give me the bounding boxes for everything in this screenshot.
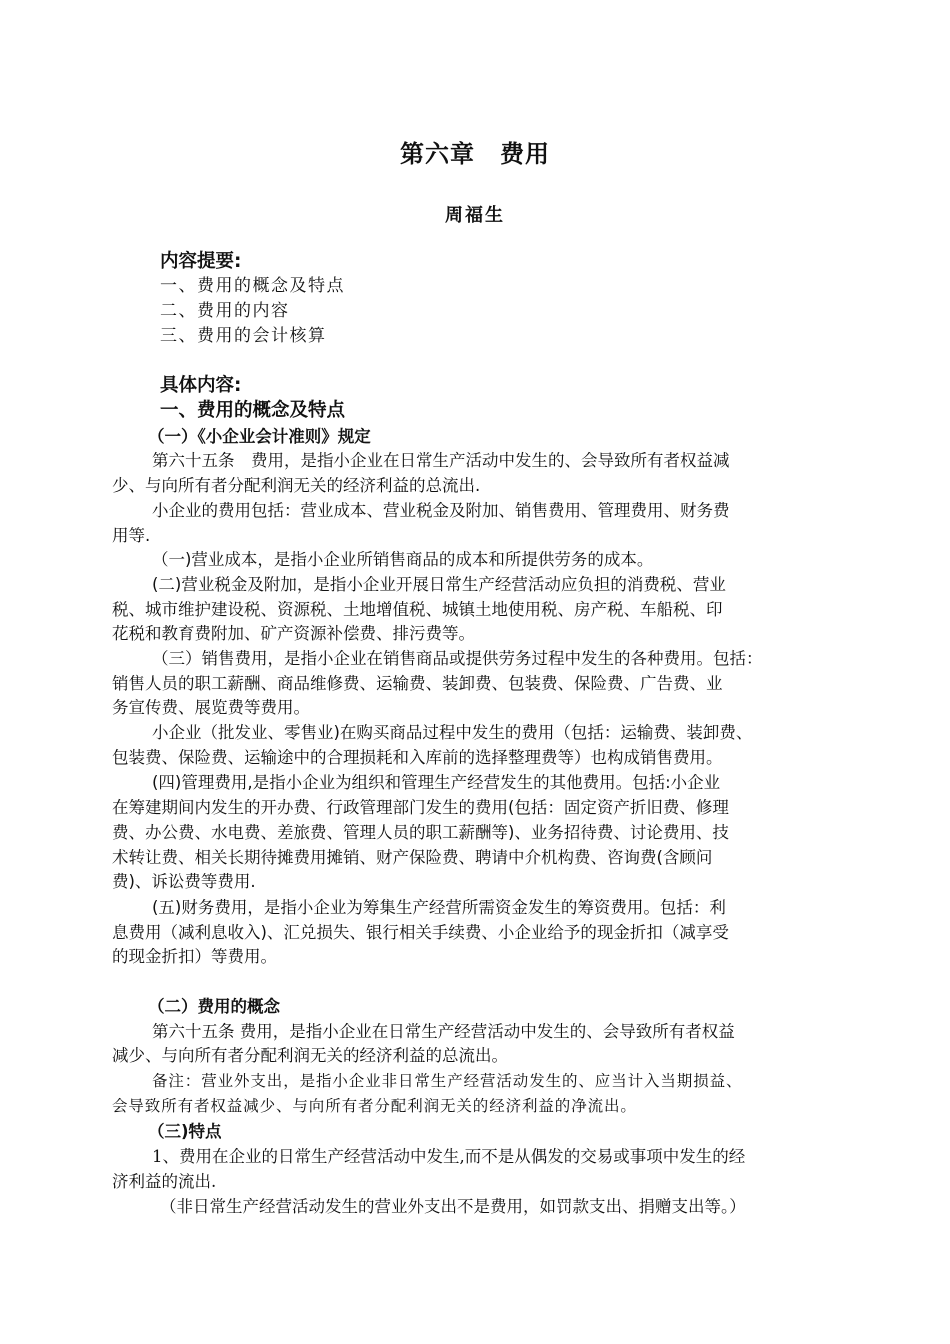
paragraph-line: 在筹建期间内发生的开办费、行政管理部门发生的费用(包括：固定资产折旧费、修理: [112, 798, 729, 817]
paragraph-line: （一)营业成本，是指小企业所销售商品的成本和所提供劳务的成本。: [152, 550, 654, 569]
paragraph-line: 减少、与向所有者分配利润无关的经济利益的总流出。: [112, 1046, 508, 1065]
paragraph-line: 务宣传费、展览费等费用。: [112, 698, 310, 717]
summary-heading: 内容提要:: [160, 251, 242, 272]
paragraph-line: 包装费、保险费、运输途中的合理损耗和入库前的选择整理费等）也构成销售费用。: [112, 748, 723, 767]
paragraph-line: （三）销售费用，是指小企业在销售商品或提供劳务过程中发生的各种费用。包括：: [152, 649, 763, 668]
paragraph-line: 费、办公费、水电费、差旅费、管理人员的职工薪酬等)、业务招待费、讨论费用、技: [112, 823, 729, 842]
paragraph-line: 花税和教育费附加、矿产资源补偿费、排污费等。: [112, 624, 475, 643]
subsection-heading: （三)特点: [148, 1122, 222, 1141]
detail-heading: 具体内容:: [160, 375, 242, 396]
summary-item: 二、费用的内容: [160, 301, 290, 321]
summary-item: 三、费用的会计核算: [160, 326, 327, 346]
summary-item: 一、费用的概念及特点: [160, 276, 345, 296]
paragraph-line: 小企业（批发业、零售业)在购买商品过程中发生的费用（包括：运输费、装卸费、: [152, 723, 753, 742]
paragraph-line: (五)财务费用，是指小企业为筹集生产经营所需资金发生的筹资费用。包括：利: [152, 898, 726, 917]
paragraph-line: 的现金折扣）等费用。: [112, 947, 277, 966]
paragraph-line: 第六十五条 费用，是指小企业在日常生产经营活动中发生的、会导致所有者权益: [152, 1022, 735, 1041]
subsection-heading: （一）《小企业会计准则》规定: [148, 427, 371, 446]
paragraph-line: 小企业的费用包括：营业成本、营业税金及附加、销售费用、管理费用、财务费: [152, 501, 730, 520]
paragraph-line: 销售人员的职工薪酬、商品维修费、运输费、装卸费、包装费、保险费、广告费、业: [112, 674, 723, 693]
subsection-heading: （二）费用的概念: [148, 997, 280, 1016]
paragraph-line: (四)管理费用,是指小企业为组织和管理生产经营发生的其他费用。包括:小企业: [152, 773, 721, 792]
chapter-title: 第六章 费用: [400, 140, 550, 168]
author-name: 周福生: [445, 205, 505, 226]
paragraph-line: 第六十五条 费用，是指小企业在日常生产活动中发生的、会导致所有者权益减: [152, 451, 730, 470]
note-line: 会导致所有者权益减少、与向所有者分配利润无关的经济利益的净流出。: [112, 1097, 637, 1115]
paragraph-line: 息费用（减利息收入)、汇兑损失、银行相关手续费、小企业给予的现金折扣（减享受: [112, 923, 729, 942]
paragraph-line: （非日常生产经营活动发生的营业外支出不是费用，如罚款支出、捐赠支出等。）: [160, 1197, 746, 1216]
paragraph-line: 1、费用在企业的日常生产经营活动中发生,而不是从偶发的交易或事项中发生的经: [152, 1147, 746, 1166]
paragraph-line: 术转让费、相关长期待摊费用摊销、财产保险费、聘请中介机构费、咨询费(含顾问: [112, 848, 713, 867]
paragraph-line: (二)营业税金及附加，是指小企业开展日常生产经营活动应负担的消费税、营业: [152, 575, 726, 594]
note-line: 备注：营业外支出，是指小企业非日常生产经营活动发生的、应当计入当期损益、: [152, 1072, 743, 1090]
paragraph-line: 费)、诉讼费等费用.: [112, 872, 256, 891]
paragraph-line: 税、城市维护建设税、资源税、土地增值税、城镇土地使用税、房产税、车船税、印: [112, 600, 723, 619]
paragraph-line: 用等.: [112, 526, 151, 545]
paragraph-line: 济利益的流出.: [112, 1172, 217, 1191]
section-heading: 一、费用的概念及特点: [160, 400, 346, 421]
paragraph-line: 少、与向所有者分配利润无关的经济利益的总流出.: [112, 476, 481, 495]
